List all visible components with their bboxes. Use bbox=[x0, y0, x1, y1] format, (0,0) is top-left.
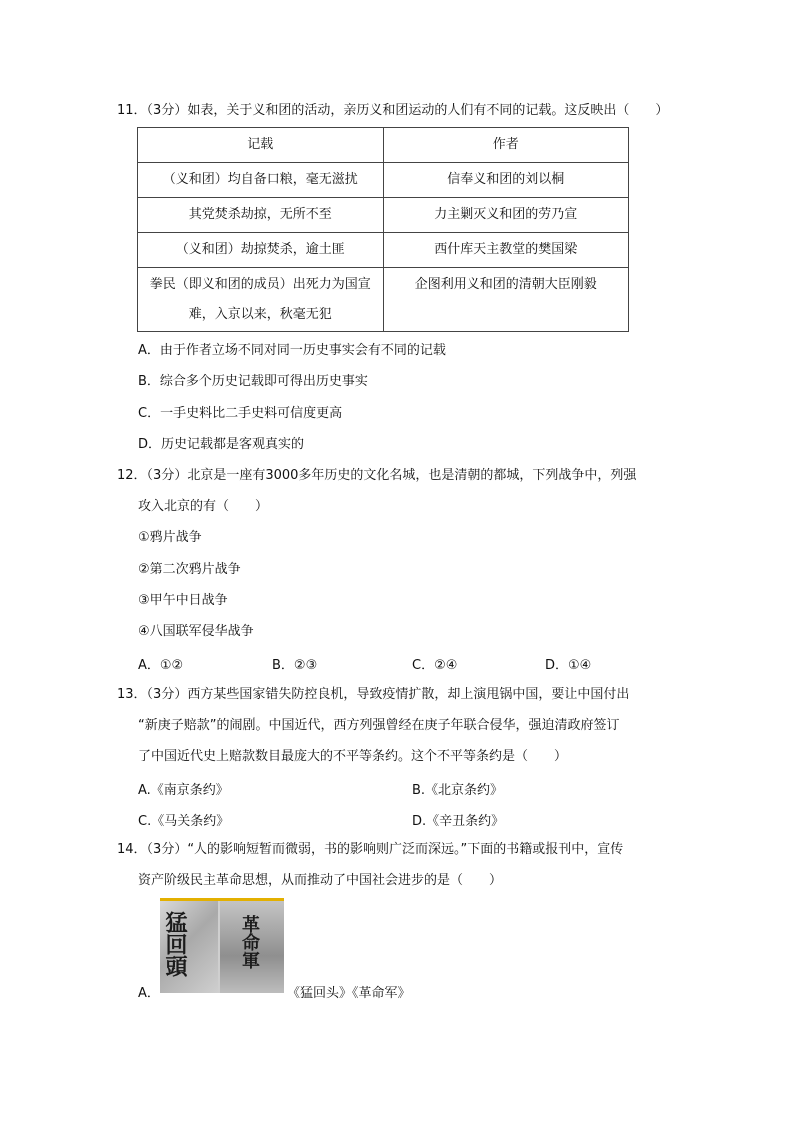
q12-item-2: ②第二次鸦片战争 bbox=[138, 562, 241, 577]
q11-records-table bbox=[137, 127, 629, 332]
gemingjun-title: 革命軍 bbox=[239, 915, 260, 969]
table-row bbox=[138, 268, 629, 332]
q14-stem-line2: 资产阶级民主革命思想，从而推动了中国社会进步的是（ ） bbox=[138, 873, 503, 888]
table-cell-record: 拳民（即义和团的成员）出死力为国宣难，入京以来，秋毫无犯 bbox=[138, 268, 384, 332]
q11-option-d[interactable]: D．历史记载都是客观真实的 bbox=[138, 437, 305, 452]
q11-stem: 11．（3分）如表，关于义和团的活动，亲历义和团运动的人们有不同的记载。这反映出（ ） bbox=[117, 103, 669, 118]
q14-option-a-text[interactable]: 《猛回头》《革命军》 bbox=[287, 986, 411, 1001]
q13-stem-line1: 13．（3分）西方某些国家错失防控良机，导致疫情扩散，却上演甩锅中国，要让中国付出 bbox=[117, 687, 630, 702]
gemingjun-cover bbox=[220, 901, 284, 993]
table-header-record: 记载 bbox=[138, 128, 384, 163]
q12-option-a[interactable]: A．①② bbox=[138, 658, 184, 673]
q14-stem-line1: 14．（3分）“人的影响短暂而微弱，书的影响则广泛而深远。”下面的书籍或报刊中，宣传 bbox=[117, 842, 624, 857]
table-cell-record: 其党焚杀劫掠，无所不至 bbox=[138, 198, 384, 233]
q12-stem-line1: 12．（3分）北京是一座有3000多年历史的文化名城，也是清朝的都城，下列战争中，列强 bbox=[117, 468, 637, 483]
q13-option-a[interactable]: A.《南京条约》 bbox=[138, 783, 229, 798]
table-cell-author: 力主剿灭义和团的劳乃宣 bbox=[383, 198, 629, 233]
table-row bbox=[138, 233, 629, 268]
table-cell-author: 西什库天主教堂的樊国梁 bbox=[383, 233, 629, 268]
book-cover-image bbox=[160, 898, 284, 993]
menghuitou-title: 猛回頭 bbox=[162, 911, 188, 977]
q12-stem-line2: 攻入北京的有（ ） bbox=[138, 499, 269, 514]
q11-option-a[interactable]: A．由于作者立场不同对同一历史事实会有不同的记载 bbox=[138, 343, 446, 358]
table-header-row bbox=[138, 128, 629, 163]
q13-option-c[interactable]: C.《马关条约》 bbox=[138, 814, 230, 829]
table-cell-record: （义和团）均自备口粮，毫无滋扰 bbox=[138, 163, 384, 198]
q12-option-d[interactable]: D．①④ bbox=[545, 658, 592, 673]
q12-option-c[interactable]: C．②④ bbox=[412, 658, 458, 673]
q11-option-b[interactable]: B．综合多个历史记载即可得出历史事实 bbox=[138, 374, 368, 389]
table-cell-author: 企图利用义和团的清朝大臣刚毅 bbox=[383, 268, 629, 332]
q12-item-1: ①鸦片战争 bbox=[138, 530, 202, 545]
menghuitou-cover bbox=[160, 901, 218, 993]
q12-item-4: ④八国联军侵华战争 bbox=[138, 624, 254, 639]
table-row bbox=[138, 163, 629, 198]
table-header-author: 作者 bbox=[383, 128, 629, 163]
q12-item-3: ③甲午中日战争 bbox=[138, 593, 228, 608]
table-cell-record: （义和团）劫掠焚杀，逾土匪 bbox=[138, 233, 384, 268]
q11-option-c[interactable]: C．一手史料比二手史料可信度更高 bbox=[138, 406, 343, 421]
table-row bbox=[138, 198, 629, 233]
q14-option-a-label[interactable]: A． bbox=[138, 986, 160, 1001]
q13-stem-line3: 了中国近代史上赔款数目最庞大的不平等条约。这个不平等条约是（ ） bbox=[138, 749, 568, 764]
q13-option-d[interactable]: D.《辛丑条约》 bbox=[412, 814, 505, 829]
q13-stem-line2: “新庚子赔款”的闹剧。中国近代，西方列强曾经在庚子年联合侵华，强迫清政府签订 bbox=[138, 718, 620, 733]
table-cell-author: 信奉义和团的刘以桐 bbox=[383, 163, 629, 198]
q13-option-b[interactable]: B.《北京条约》 bbox=[412, 783, 504, 798]
q12-option-b[interactable]: B．②③ bbox=[272, 658, 318, 673]
